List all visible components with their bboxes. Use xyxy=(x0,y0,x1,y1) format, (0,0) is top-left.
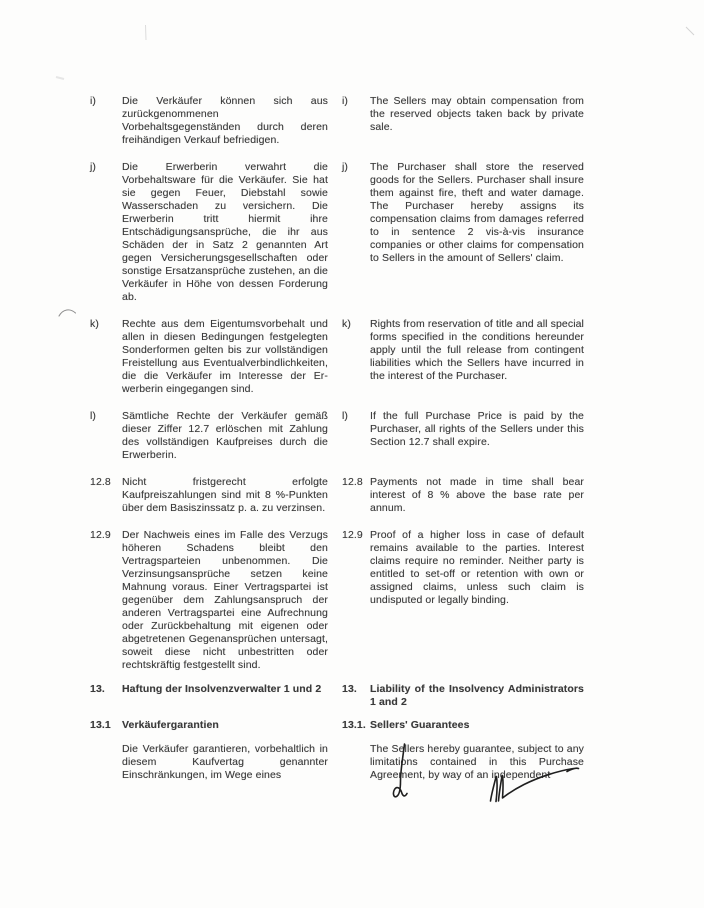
guarantee-paragraph-row xyxy=(90,743,586,782)
clause-marker-left: k) xyxy=(90,318,99,330)
clause-row-k xyxy=(90,318,586,396)
clause-marker-right: k) xyxy=(342,318,351,330)
clause-text-english: Proof of a higher loss in case of default remains available to the parties. Interest claims require no reminder. Neither party is entitled to set-off or retention with own or assigned claims, unless such claim is undisputed or legally binding. xyxy=(370,529,584,606)
clause-text-german: Die Erwerberin verwahrt die Vorbehaltsware für die Verkäufer. Sie hat sie gegen Feuer, Diebstahl sowie Wasserschaden zu versichern. Die Erwerberin tritt hiermit ihre Entschädigungsansprüche, die ihr aus Schäden der in Satz 2 genannten Art gegen Versicherungsgesellschaften oder sonstige Ersatzansprüche zustehen, an die Verkäufer in Höhe von dessen Forderung ab. xyxy=(122,161,328,303)
clause-marker-left: l) xyxy=(90,410,97,422)
clause-marker-right: j) xyxy=(342,161,349,173)
clause-row-l xyxy=(90,410,586,462)
clause-text-german: Rechte aus dem Eigentumsvorbehalt und allen in diesen Bedingungen festgelegten Sonderformen gelten bis zur vollständigen Freistellung aus Eventualverbindlichkeiten, die die Verkäufer im Interesse der Er-werberin eingegangen sind. xyxy=(122,318,328,395)
section-title-german: Verkäufergarantien xyxy=(122,719,219,731)
clause-row-i xyxy=(90,95,586,147)
clause-row-12-8 xyxy=(90,476,586,515)
contract-two-column-body xyxy=(90,95,586,782)
clause-text-german: Die Verkäufer können sich aus zurückgenommenen Vorbehaltsgegenständen durch deren freihändigen Verkauf befriedigen. xyxy=(122,95,328,146)
section-title-english: Liability of the Insolvency Administrators 1 and 2 xyxy=(370,683,584,708)
clause-marker-left: i) xyxy=(90,95,97,107)
clause-marker-right: i) xyxy=(342,95,349,107)
clause-text-german: Die Verkäufer garantieren, vorbehaltlich in diesem Kaufvertag genannter Einschränkungen, im Wege eines xyxy=(122,743,328,781)
clause-text-german: Nicht fristgerecht erfolgte Kaufpreiszahlungen sind mit 8 %-Punkten über dem Basiszinssatz p. a. zu verzinsen. xyxy=(122,476,328,514)
section-number-right: 13.1. xyxy=(342,719,366,731)
clause-marker-right: l) xyxy=(342,410,349,422)
section-number-right: 13. xyxy=(342,683,357,695)
clause-text-german: Sämtliche Rechte der Verkäufer gemäß dieser Ziffer 12.7 erlöschen mit Zahlung des vollständigen Kaufpreises durch die Erwerberin. xyxy=(122,410,328,461)
section-number-left: 13. xyxy=(90,683,105,695)
clause-text-english: Payments not made in time shall bear interest of 8 % above the base rate per annum. xyxy=(370,476,584,514)
clause-number-right: 12.8 xyxy=(342,476,363,488)
section-heading-13 xyxy=(90,683,586,709)
empty-marker xyxy=(90,743,122,782)
section-number-left: 13.1 xyxy=(90,719,111,731)
clause-row-j xyxy=(90,161,586,304)
empty-marker xyxy=(342,743,370,782)
clause-number-right: 12.9 xyxy=(342,529,363,541)
clause-marker-left: j) xyxy=(90,161,97,173)
clause-text-german: Der Nachweis eines im Falle des Verzugs höheren Schadens bleibt den Vertragsparteien unbenommen. Die Verzinsungsansprüche setzen keine Mahnung voraus. Einer Vertragspartei ist gegenüber dem Zahlungsanspruch der anderen Vertragspartei eine Aufrechnung oder Zurückbehaltung mit eigenen oder abgetretenen Gegenansprüchen untersagt, soweit diese nicht unbestritten oder rechtskräftig festgestellt sind. xyxy=(122,529,328,671)
clause-text-english: The Sellers hereby guarantee, subject to any limitations contained in this Purchase Agreement, by way of an independent xyxy=(370,743,584,781)
clause-number-left: 12.9 xyxy=(90,529,111,541)
section-heading-13-1 xyxy=(90,719,586,732)
clause-text-english: The Sellers may obtain compensation from the reserved objects taken back by private sale. xyxy=(370,95,584,133)
clause-text-english: Rights from reservation of title and all special forms specified in the conditions hereunder apply until the full release from contingent liabilities which the Sellers have incurred in the interest of the Purchaser. xyxy=(370,318,584,382)
clause-number-left: 12.8 xyxy=(90,476,111,488)
clause-text-english: If the full Purchase Price is paid by the Purchaser, all rights of the Sellers under this Section 12.7 shall expire. xyxy=(370,410,584,448)
section-title-english: Sellers' Guarantees xyxy=(370,719,470,731)
section-title-german: Haftung der Insolvenzverwalter 1 und 2 xyxy=(122,683,322,695)
clause-text-english: The Purchaser shall store the reserved goods for the Sellers. Purchaser shall insure them against fire, theft and water damage. The Purchaser hereby assigns its compensation claims from damages referred to in sentence 2 vis-à-vis insurance companies or other claims for compensation to Sellers in the amount of Sellers' claim. xyxy=(370,161,584,264)
clause-row-12-9 xyxy=(90,529,586,672)
